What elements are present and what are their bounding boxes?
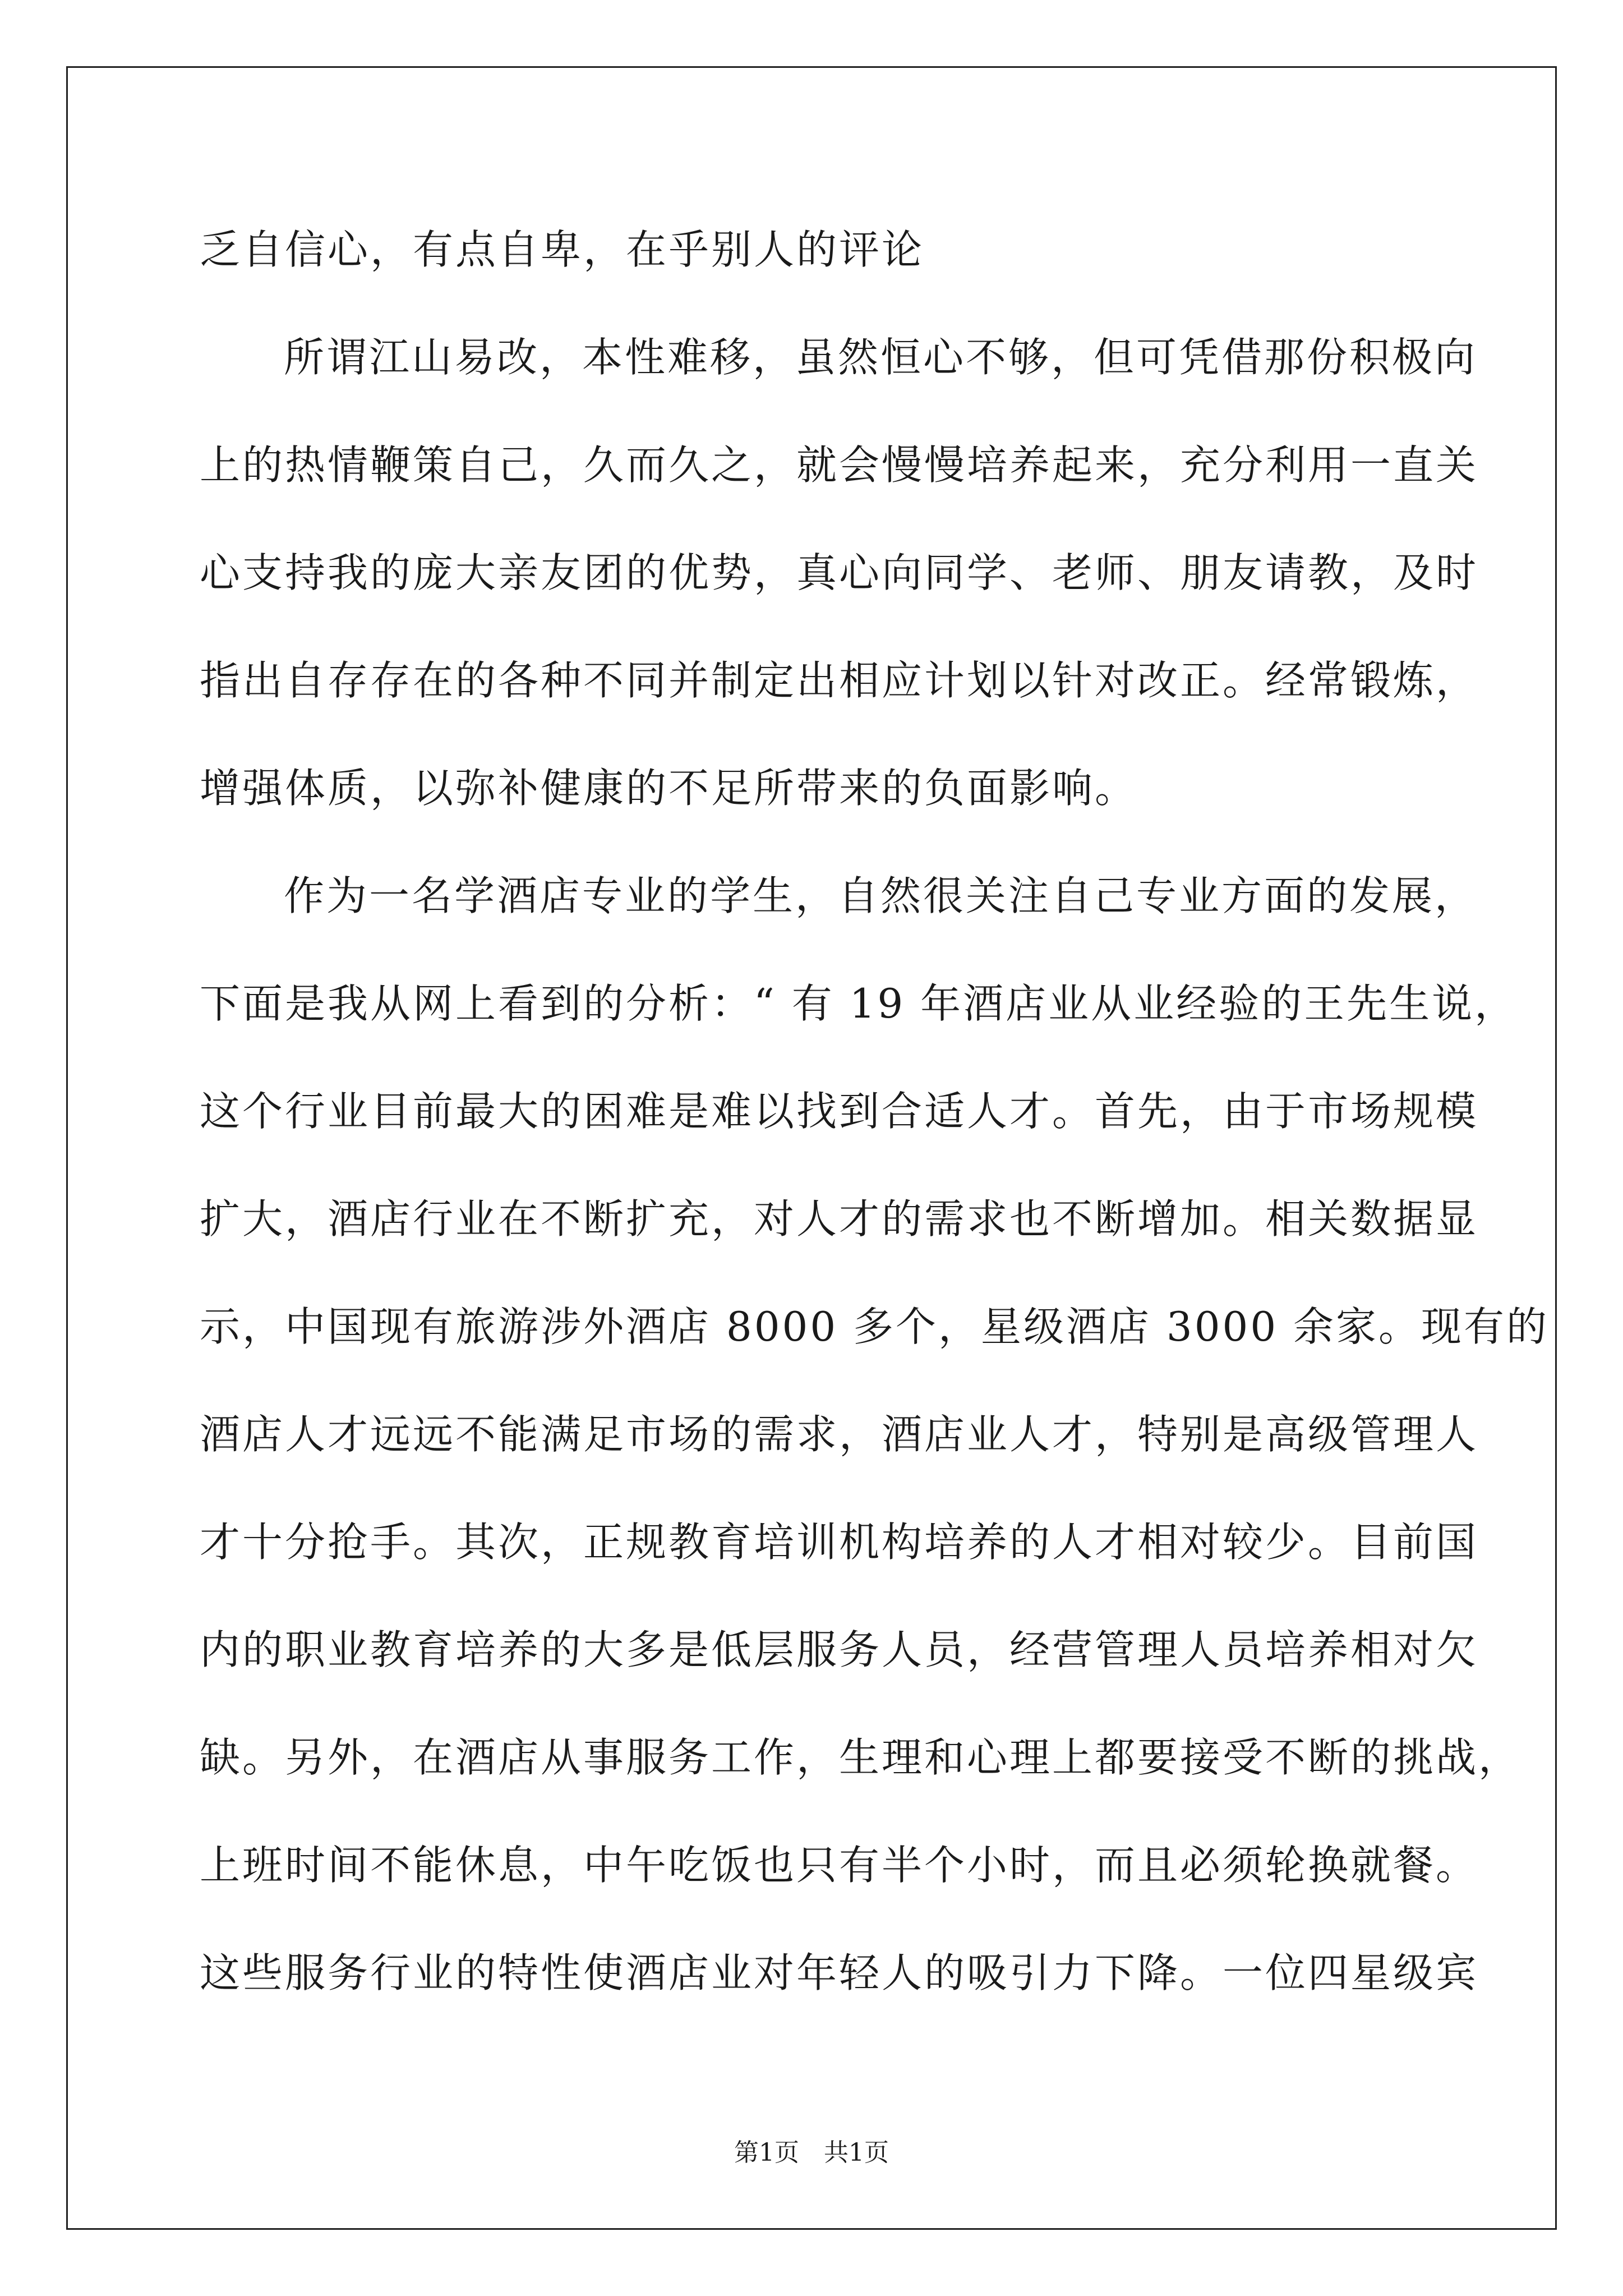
text-line: 增强体质，以弥补健康的不足所带来的负面影响。	[200, 765, 1138, 812]
text-line: 酒店人才远远不能满足市场的需求，酒店业人才，特别是高级管理人	[200, 1411, 1479, 1458]
text-line: 这些服务行业的特性使酒店业对年轻人的吸引力下降。一位四星级宾	[200, 1949, 1479, 1996]
text-line: 上班时间不能休息，中午吃饭也只有半个小时，而且必须轮换就餐。	[200, 1842, 1479, 1889]
text-line: 指出自存存在的各种不同并制定出相应计划以针对改正。经常锻炼，	[200, 657, 1479, 704]
text-line: 缺。另外，在酒店从事服务工作，生理和心理上都要接受不断的挑战，	[200, 1734, 1521, 1781]
text-line: 扩大，酒店行业在不断扩充，对人才的需求也不断增加。相关数据显	[200, 1195, 1479, 1243]
text-line: 作为一名学酒店专业的学生，自然很关注自己专业方面的发展，	[284, 872, 1478, 919]
text-line: 示，中国现有旅游涉外酒店 8000 多个，星级酒店 3000 余家。现有的	[200, 1303, 1550, 1350]
page-footer: 第1页 共1页	[734, 2138, 889, 2167]
text-line: 这个行业目前最大的困难是难以找到合适人才。首先，由于市场规模	[200, 1088, 1479, 1135]
text-line: 才十分抢手。其次，正规教育培训机构培养的人才相对较少。目前国	[200, 1519, 1479, 1566]
text-line: 心支持我的庞大亲友团的优势，真心向同学、老师、朋友请教，及时	[200, 549, 1479, 596]
text-line: 下面是我从网上看到的分析：“ 有 19 年酒店业从业经验的王先生说，	[200, 980, 1518, 1027]
text-line: 上的热情鞭策自己，久而久之，就会慢慢培养起来，充分利用一直关	[200, 441, 1479, 489]
text-line: 乏自信心，有点自卑，在乎别人的评论	[200, 226, 925, 273]
page-border	[66, 66, 1557, 2230]
text-line: 内的职业教育培养的大多是低层服务人员，经营管理人员培养相对欠	[200, 1626, 1479, 1673]
text-line: 所谓江山易改，本性难移，虽然恒心不够，但可凭借那份积极向	[284, 334, 1478, 381]
